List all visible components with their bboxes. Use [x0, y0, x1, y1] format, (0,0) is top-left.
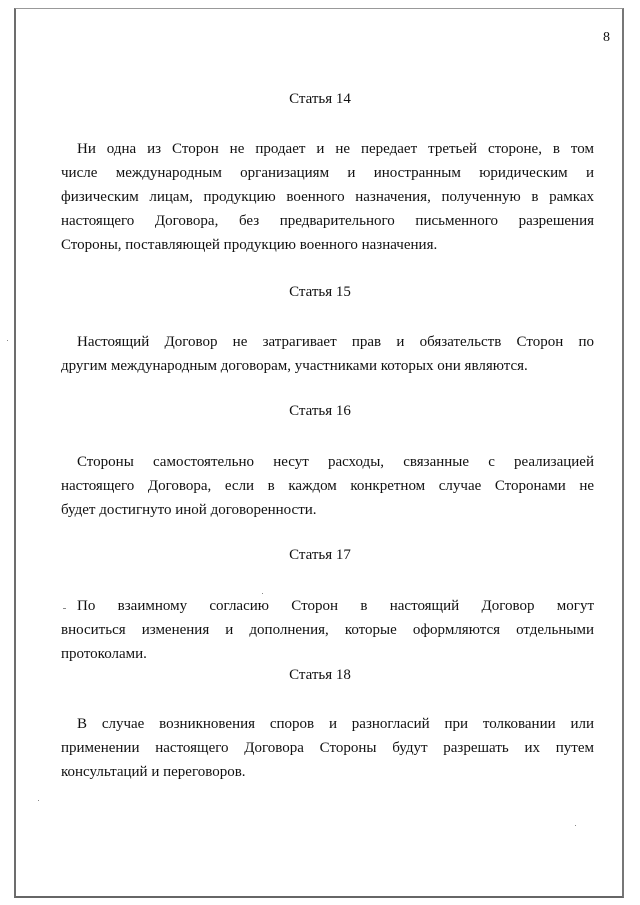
- page-number: 8: [603, 30, 610, 45]
- article-15-text: [61, 330, 594, 378]
- text-line: применении настоящего Договора Стороны будут разрешать их путем: [61, 740, 594, 756]
- article-17-text: [61, 594, 594, 666]
- article-16-text: [61, 450, 594, 522]
- scan-speck: [7, 340, 8, 341]
- article-14-text: [61, 137, 594, 257]
- scan-speck: [38, 800, 39, 801]
- text-line: протоколами.: [61, 646, 147, 662]
- text-line: Стороны самостоятельно несут расходы, связанные с реализацией: [77, 454, 594, 470]
- scan-speck: [63, 608, 66, 609]
- text-line: настоящего Договора, если в каждом конкретном случае Сторонами не: [61, 478, 594, 494]
- text-line: настоящего Договора, без предварительного письменного разрешения: [61, 213, 594, 229]
- text-line: консультаций и переговоров.: [61, 764, 246, 780]
- text-line: другим международным договорам, участниками которых они являются.: [61, 358, 528, 374]
- text-line: По взаимному согласию Сторон в настоящий Договор могут: [77, 598, 594, 614]
- text-line: физическим лицам, продукцию военного назначения, полученную в рамках: [61, 189, 594, 205]
- text-line: вноситься изменения и дополнения, которые оформляются отдельными: [61, 622, 594, 638]
- scan-speck: [262, 593, 263, 594]
- scan-speck: [575, 825, 576, 826]
- text-line: Стороны, поставляющей продукцию военного назначения.: [61, 237, 438, 253]
- text-line: В случае возникновения споров и разногласий при толковании или: [77, 716, 594, 732]
- article-heading-16: Статья 16: [289, 403, 351, 419]
- article-heading-17: Статья 17: [289, 547, 351, 563]
- article-heading-18: Статья 18: [289, 667, 351, 683]
- text-line: будет достигнуто иной договоренности.: [61, 502, 317, 518]
- text-line: числе международным организациям и иностранным юридическим и: [61, 165, 594, 181]
- article-18-text: [61, 712, 594, 784]
- article-heading-14: Статья 14: [289, 91, 351, 107]
- text-line: Ни одна из Сторон не продает и не передает третьей стороне, в том: [77, 141, 594, 157]
- text-line: Настоящий Договор не затрагивает прав и обязательств Сторон по: [77, 334, 594, 350]
- article-heading-15: Статья 15: [289, 284, 351, 300]
